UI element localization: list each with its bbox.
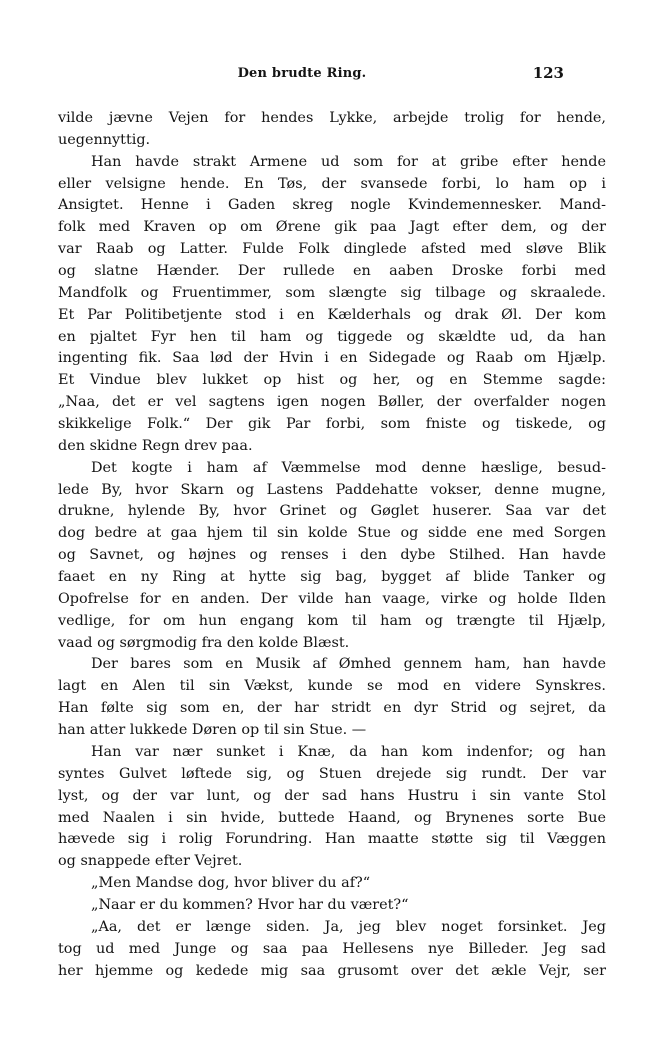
text-line: med Naalen i sin hvide, buttede Haand, og Brynenes sorte Bue <box>58 809 606 826</box>
text-line: folk med Kraven op om Ørene gik paa Jagt efter dem, og der <box>58 219 606 236</box>
text-line: lagt en Alen til sin Vækst, kunde se mod en videre Synskres. <box>58 678 606 695</box>
text-line: Et Par Politibetjente stod i en Kælderhals og drak Øl. Der kom <box>58 306 606 323</box>
text-line: Ansigtet. Henne i Gaden skreg nogle Kvindemennesker. Mand- <box>58 197 606 214</box>
text-line: Mandfolk og Fruentimmer, som slængte sig tilbage og skraalede. <box>58 284 606 301</box>
text-line: „Aa, det er længe siden. Ja, jeg blev noget forsinket. Jeg <box>91 918 606 935</box>
text-line: lede By, hvor Skarn og Lastens Paddehatte vokser, denne mugne, <box>58 481 606 498</box>
text-line: vedlige, for om hun engang kom til ham og trængte til Hjælp, <box>58 612 606 629</box>
text-line: lyst, og der var lunt, og der sad hans Hustru i sin vante Stol <box>58 787 606 804</box>
text-line: faaet en ny Ring at hytte sig bag, bygget af blide Tanker og <box>58 569 606 586</box>
text-line: ingenting fik. Saa lød der Hvin i en Sidegade og Raab om Hjælp. <box>58 350 606 367</box>
text-line: her hjemme og kedede mig saa grusomt over det ækle Vejr, ser <box>58 962 606 979</box>
text-line: Opofrelse for en anden. Der vilde han vaage, virke og holde Ilden <box>58 590 606 607</box>
text-line: syntes Gulvet løftede sig, og Stuen drejede sig rundt. Der var <box>58 765 606 782</box>
text-line: vaad og sørgmodig fra den kolde Blæst. <box>58 634 350 651</box>
text-line: hævede sig i rolig Forundring. Han maatte støtte sig til Væggen <box>58 831 606 848</box>
text-line: han atter lukkede Døren op til sin Stue. — <box>58 722 367 739</box>
text-line: Der bares som en Musik af Ømhed gennem ham, han havde <box>91 656 606 673</box>
text-line: den skidne Regn drev paa. <box>58 437 253 454</box>
text-line: Det kogte i ham af Væmmelse mod denne hæslige, besud- <box>91 459 606 476</box>
text-line: „Naa, det er vel sagtens igen nogen Bøller, der overfalder nogen <box>58 394 606 411</box>
page-number: 123 <box>532 64 564 82</box>
text-line: „Naar er du kommen? Hvor har du været?“ <box>91 896 409 913</box>
body-text <box>58 108 606 982</box>
text-line: og Savnet, og højnes og renses i den dybe Stilhed. Han havde <box>58 547 606 564</box>
text-line: uegennyttig. <box>58 131 151 148</box>
text-line: en pjaltet Fyr hen til ham og tiggede og skældte ud, da han <box>58 328 606 345</box>
running-title: Den brudte Ring. <box>237 66 367 81</box>
text-line: Han følte sig som en, der har stridt en dyr Strid og sejret, da <box>58 700 606 717</box>
text-line: var Raab og Latter. Fulde Folk dinglede afsted med sløve Blik <box>58 241 606 258</box>
text-line: skikkelige Folk.“ Der gik Par forbi, som fniste og tiskede, og <box>58 416 606 433</box>
text-line: Han var nær sunket i Knæ, da han kom indenfor; og han <box>91 743 606 760</box>
text-line: og slatne Hænder. Der rullede en aaben Droske forbi med <box>58 263 606 280</box>
text-line: Et Vindue blev lukket op hist og her, og en Stemme sagde: <box>58 372 606 389</box>
text-line: dog bedre at gaa hjem til sin kolde Stue og sidde ene med Sorgen <box>58 525 606 542</box>
text-line: vilde jævne Vejen for hendes Lykke, arbejde trolig for hende, <box>58 110 606 126</box>
text-line: Han havde strakt Armene ud som for at gribe efter hende <box>91 153 606 170</box>
text-line: og snappede efter Vejret. <box>58 853 243 870</box>
text-line: tog ud med Junge og saa paa Hellesens nye Billeder. Jeg sad <box>58 940 606 957</box>
text-line: drukne, hylende By, hvor Grinet og Gøglet huserer. Saa var det <box>58 503 606 520</box>
text-line: eller velsigne hende. En Tøs, der svansede forbi, lo ham op i <box>58 175 606 192</box>
text-line: „Men Mandse dog, hvor bliver du af?“ <box>91 875 371 892</box>
